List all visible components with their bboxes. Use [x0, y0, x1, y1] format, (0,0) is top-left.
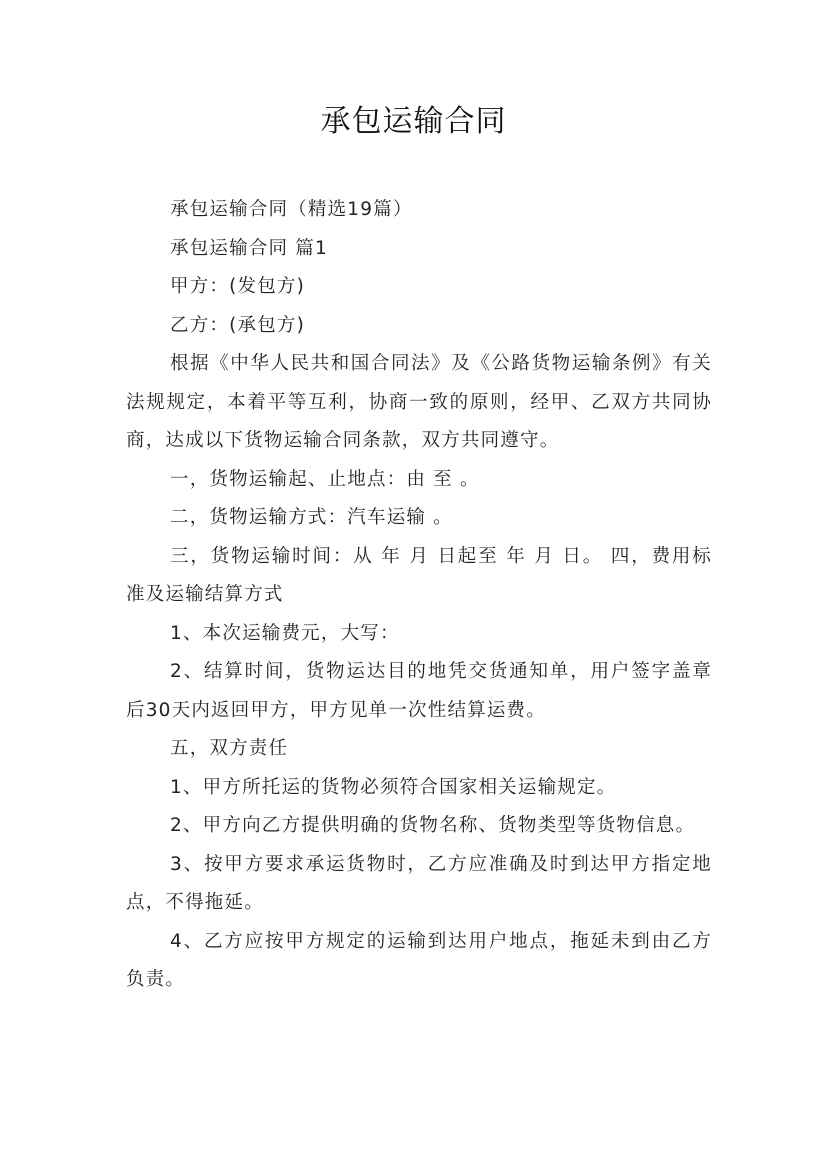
paragraph-duty-item-4: 4、乙方应按甲方规定的运输到达用户地点，拖延未到由乙方负责。 [126, 930, 712, 990]
paragraph-fee-item-2: 2、结算时间，货物运达目的地凭交货通知单，用户签字盖章后30天内返回甲方，甲方见单一次性结算运费。 [126, 661, 712, 721]
paragraph-preamble: 根据《中华人民共和国合同法》及《公路货物运输条例》有关法规规定，本着平等互利，协商一致的原则，经甲、乙双方共同协商，达成以下货物运输合同条款，双方共同遵守。 [126, 353, 712, 451]
paragraph-clause-3: 三，货物运输时间：从 年 月 日起至 年 月 日。 四，费用标准及运输结算方式 [126, 545, 712, 605]
document-title: 承包运输合同 [320, 104, 507, 139]
document-body [126, 191, 712, 1000]
paragraph-party-a: 甲方：(发包方) [170, 276, 306, 297]
paragraph-clause-2: 二，货物运输方式：汽车运输 。 [170, 507, 453, 528]
paragraph-party-b: 乙方：(承包方) [170, 314, 306, 336]
paragraph-duty-item-1: 1、甲方所托运的货物必须符合国家相关运输规定。 [170, 776, 617, 798]
paragraph-section-heading: 承包运输合同 篇1 [170, 237, 328, 259]
paragraph-duty-item-2: 2、甲方向乙方提供明确的货物名称、货物类型等货物信息。 [170, 815, 696, 836]
paragraph-subtitle: 承包运输合同（精选19篇） [170, 199, 413, 220]
paragraph-duty-item-3: 3、按甲方要求承运货物时，乙方应准确及时到达甲方指定地点，不得拖延。 [126, 853, 712, 913]
paragraph-clause-1: 一，货物运输起、止地点：由 至 。 [170, 468, 480, 490]
paragraph-clause-5: 五，双方责任 [170, 738, 289, 759]
paragraph-fee-item-1: 1、本次运输费元，大写： [170, 622, 400, 644]
